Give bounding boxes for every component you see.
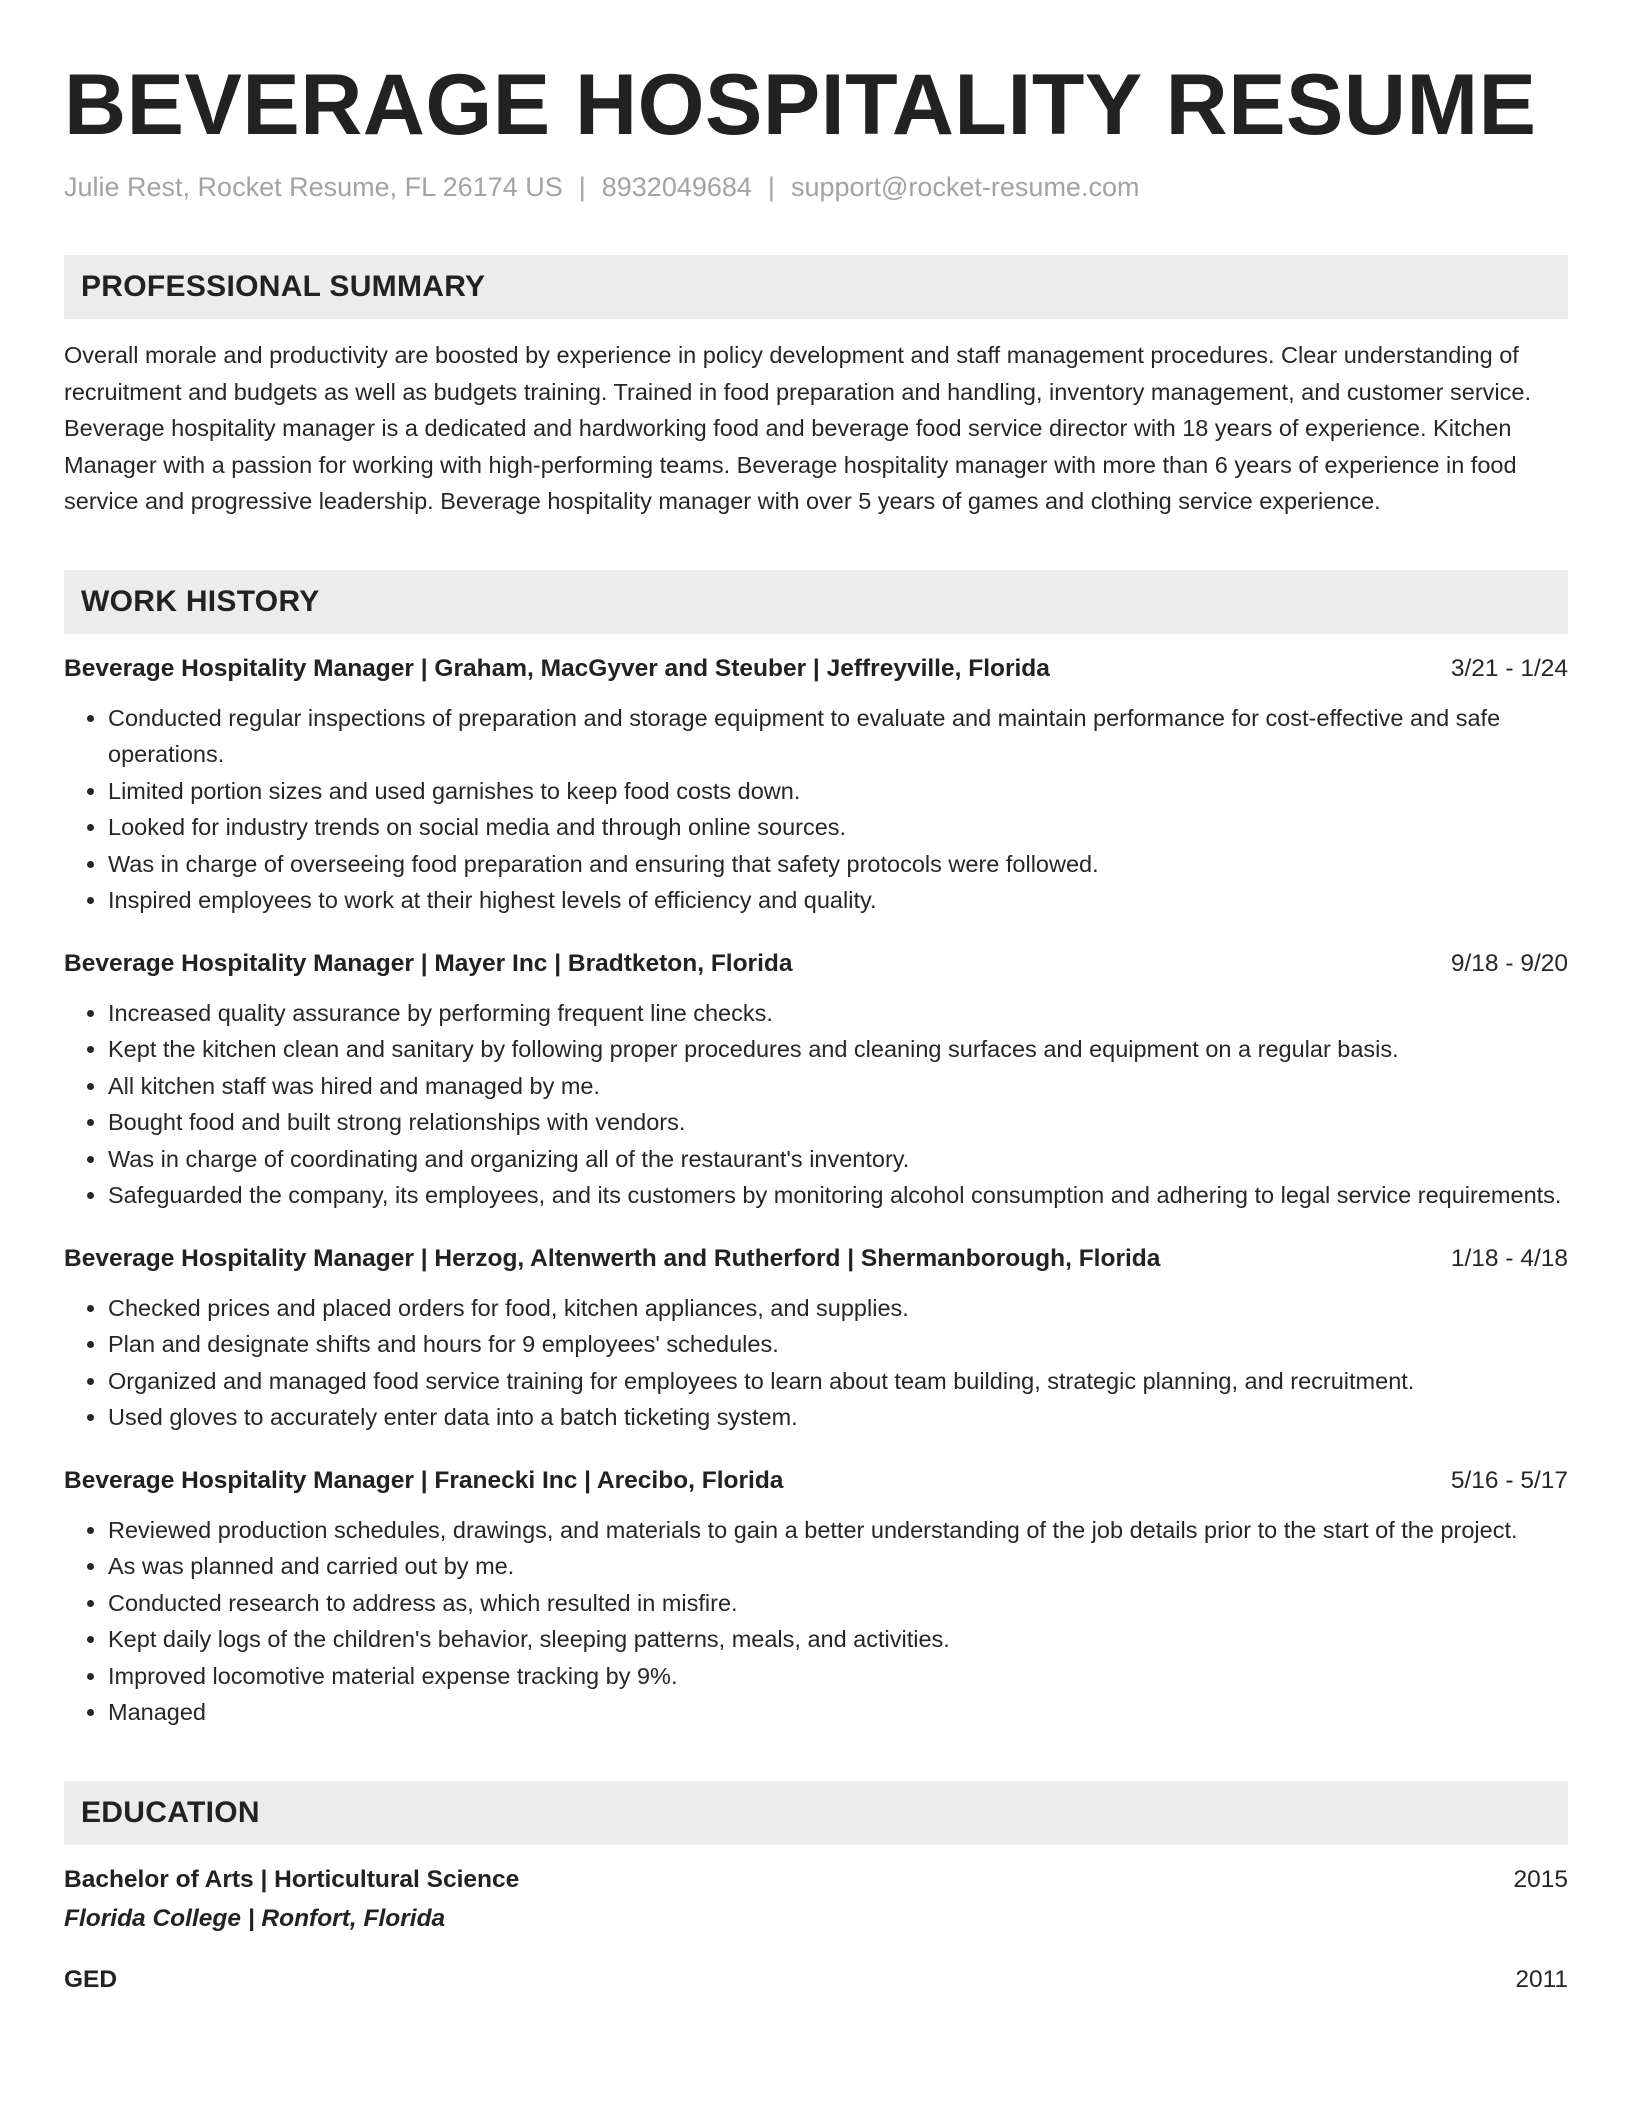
- job-bullet: • Inspired employees to work at their highest levels of efficiency and quality.: [108, 882, 1568, 919]
- education-entry: [64, 1863, 1568, 1937]
- education-year: 2011: [1515, 1965, 1568, 1993]
- job-bullet: • Safeguarded the company, its employees, and its customers by monitoring alcohol consumption and adhering to legal service requirements.: [108, 1177, 1568, 1214]
- job-dates: 5/16 - 5/17: [1450, 1466, 1568, 1494]
- job-title: Beverage Hospitality Manager | Herzog, Altenwerth and Rutherford | Shermanborough, Florida: [64, 1244, 1161, 1272]
- education-degree: GED: [64, 1965, 118, 1993]
- contact-email[interactable]: support@rocket-resume.com: [790, 172, 1140, 203]
- job-title: Beverage Hospitality Manager | Mayer Inc | Bradtketon, Florida: [64, 949, 793, 977]
- job-bullet: • As was planned and carried out by me.: [108, 1548, 1568, 1585]
- work-history-heading: WORK HISTORY: [64, 570, 1568, 634]
- education-degree: Bachelor of Arts | Horticultural Science: [64, 1865, 520, 1893]
- job-bullets: [64, 700, 1568, 919]
- education-entry: [64, 1963, 1568, 1997]
- job-header: [64, 1242, 1568, 1276]
- job-header: [64, 1464, 1568, 1498]
- summary-heading: PROFESSIONAL SUMMARY: [64, 255, 1568, 319]
- job-bullet: • Increased quality assurance by performing frequent line checks.: [108, 995, 1568, 1032]
- job-bullet: • Was in charge of coordinating and organizing all of the restaurant's inventory.: [108, 1141, 1568, 1178]
- job-bullet: • Managed: [108, 1694, 1568, 1731]
- job-bullet: • Was in charge of overseeing food preparation and ensuring that safety protocols were followed.: [108, 846, 1568, 883]
- job-dates: 1/18 - 4/18: [1450, 1244, 1568, 1272]
- job-title: Beverage Hospitality Manager | Graham, MacGyver and Steuber | Jeffreyville, Florida: [64, 654, 1050, 682]
- job-bullet: • Plan and designate shifts and hours for 9 employees' schedules.: [108, 1326, 1568, 1363]
- job-bullets: [64, 1290, 1568, 1436]
- job-entry: [64, 652, 1568, 919]
- resume-title: BEVERAGE HOSPITALITY RESUME: [64, 57, 1537, 153]
- work-history-list: [64, 652, 1568, 1731]
- job-dates: 3/21 - 1/24: [1450, 654, 1568, 682]
- contact-phone: 8932049684: [601, 172, 752, 203]
- job-bullet: • Conducted research to address as, which resulted in misfire.: [108, 1585, 1568, 1622]
- job-entry: [64, 947, 1568, 1214]
- education-year: 2015: [1513, 1865, 1568, 1893]
- contact-separator: |: [578, 172, 586, 203]
- job-bullet: • Bought food and built strong relationships with vendors.: [108, 1104, 1568, 1141]
- job-bullet: • Looked for industry trends on social media and through online sources.: [108, 809, 1568, 846]
- contact-line: [64, 172, 1568, 203]
- job-entry: [64, 1464, 1568, 1731]
- contact-separator: |: [767, 172, 775, 203]
- job-bullet: • All kitchen staff was hired and managed by me.: [108, 1068, 1568, 1105]
- job-entry: [64, 1242, 1568, 1436]
- job-bullets: [64, 995, 1568, 1214]
- job-bullet: • Limited portion sizes and used garnishes to keep food costs down.: [108, 773, 1568, 810]
- job-bullet: • Kept daily logs of the children's behavior, sleeping patterns, meals, and activities.: [108, 1621, 1568, 1658]
- job-title: Beverage Hospitality Manager | Franecki Inc | Arecibo, Florida: [64, 1466, 784, 1494]
- summary-text: Overall morale and productivity are boosted by experience in policy development and staff management procedures. Clear understanding of recruitment and budgets as well as budgets training. Trained in food preparation and handling, inventory management, and customer service. Beverage hospitality manager is a dedicated and hardworking food and beverage food service director with 18 years of experience. Kitchen Manager with a passion for working with high-performing teams. Beverage hospitality manager with more than 6 years of experience in food service and progressive leadership. Beverage hospitality manager with over 5 years of games and clothing service experience.: [64, 342, 1532, 515]
- education-header: [64, 1963, 1568, 1997]
- job-header: [64, 947, 1568, 981]
- job-bullet: • Reviewed production schedules, drawings, and materials to gain a better understanding of the job details prior to the start of the project.: [108, 1512, 1568, 1549]
- job-bullet: • Organized and managed food service training for employees to learn about team building, strategic planning, and recruitment.: [108, 1363, 1568, 1400]
- job-bullet: • Checked prices and placed orders for food, kitchen appliances, and supplies.: [108, 1290, 1568, 1327]
- education-school: Florida College | Ronfort, Florida: [64, 1904, 446, 1932]
- education-header: [64, 1863, 1568, 1897]
- job-bullet: • Conducted regular inspections of preparation and storage equipment to evaluate and maintain performance for cost-effective and safe operations.: [108, 700, 1568, 773]
- job-dates: 9/18 - 9/20: [1450, 949, 1568, 977]
- education-list: [64, 1863, 1568, 1997]
- job-bullet: • Kept the kitchen clean and sanitary by following proper procedures and cleaning surfaces and equipment on a regular basis.: [108, 1031, 1568, 1068]
- job-bullet: • Used gloves to accurately enter data into a batch ticketing system.: [108, 1399, 1568, 1436]
- education-heading: EDUCATION: [64, 1781, 1568, 1845]
- job-header: [64, 652, 1568, 686]
- job-bullets: [64, 1512, 1568, 1731]
- contact-address: Julie Rest, Rocket Resume, FL 26174 US: [64, 172, 563, 203]
- job-bullet: • Improved locomotive material expense tracking by 9%.: [108, 1658, 1568, 1695]
